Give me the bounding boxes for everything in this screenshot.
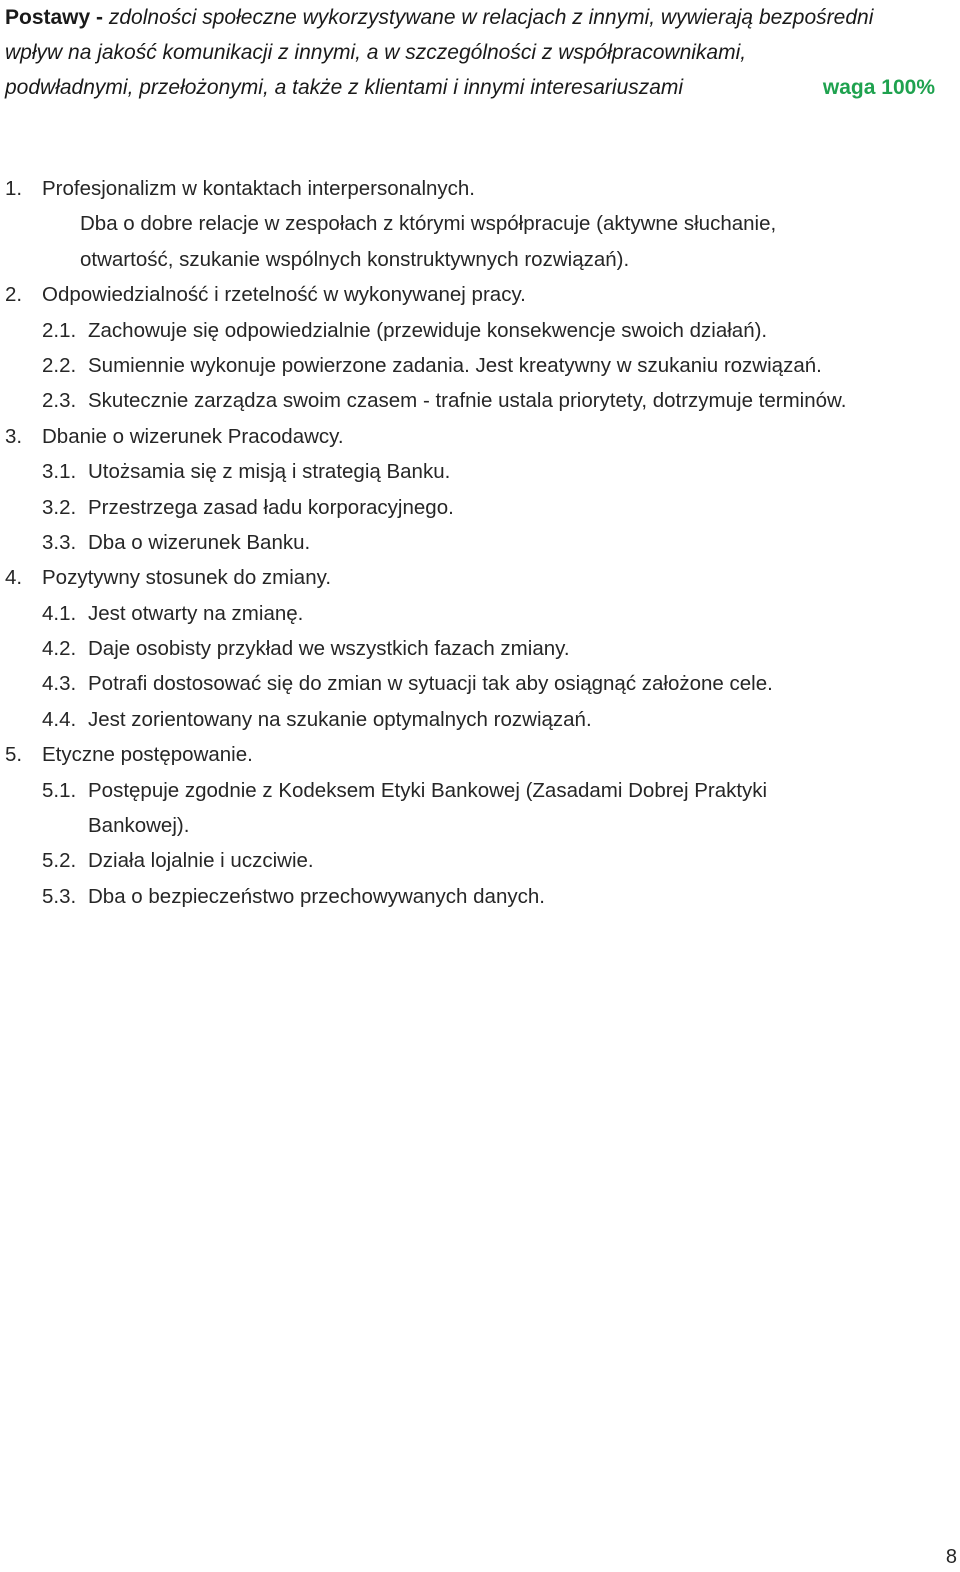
list-item xyxy=(0,631,960,666)
header-line-3: podwładnymi, przełożonymi, a także z klientami i innymi interesariuszami xyxy=(5,76,684,99)
list-item xyxy=(0,171,960,206)
item-text: Utożsamia się z misją i strategią Banku. xyxy=(88,460,451,484)
item-text: Bankowej). xyxy=(88,814,190,838)
item-text: Etyczne postępowanie. xyxy=(42,743,253,767)
item-number: 2.1. xyxy=(42,318,77,342)
list-item xyxy=(0,383,960,418)
item-number: 5.3. xyxy=(42,884,77,908)
item-number: 5. xyxy=(5,743,23,767)
section-header xyxy=(5,0,955,105)
list-item xyxy=(0,454,960,489)
header-line-2: wpływ na jakość komunikacji z innymi, a w szczególności z współpracownikami, xyxy=(5,41,747,64)
item-text: Odpowiedzialność i rzetelność w wykonywanej pracy. xyxy=(42,283,526,307)
list-item xyxy=(0,843,960,878)
list-item xyxy=(0,596,960,631)
item-number: 2. xyxy=(5,283,23,307)
list-item xyxy=(0,808,960,843)
item-text: Dbanie o wizerunek Pracodawcy. xyxy=(42,424,344,448)
item-text: Dba o dobre relacje w zespołach z którymi współpracuje (aktywne słuchanie, xyxy=(80,212,777,236)
list-item xyxy=(0,490,960,525)
list-item xyxy=(0,525,960,560)
item-text: otwartość, szukanie wspólnych konstruktywnych rozwiązań). xyxy=(80,247,630,271)
item-number: 4.4. xyxy=(42,707,77,731)
item-text: Dba o wizerunek Banku. xyxy=(88,530,311,554)
header-text-1: zdolności społeczne wykorzystywane w relacjach z innymi, wywierają bezpośredni xyxy=(103,6,874,29)
list-item xyxy=(0,560,960,595)
item-text: Przestrzega zasad ładu korporacyjnego. xyxy=(88,495,454,519)
list-item xyxy=(0,737,960,772)
item-number: 4.1. xyxy=(42,601,77,625)
item-text: Sumiennie wykonuje powierzone zadania. Jest kreatywny w szukaniu rozwiązań. xyxy=(88,353,822,377)
list-item xyxy=(0,702,960,737)
item-number: 5.1. xyxy=(42,778,77,802)
item-number: 5.2. xyxy=(42,849,77,873)
item-text: Skutecznie zarządza swoim czasem - trafnie ustala priorytety, dotrzymuje terminów. xyxy=(88,389,847,413)
list-item xyxy=(0,242,960,277)
item-number: 3.3. xyxy=(42,530,77,554)
item-number: 3.1. xyxy=(42,460,77,484)
header-lead: Postawy - xyxy=(5,6,104,29)
item-number: 4. xyxy=(5,566,23,590)
header-line-1 xyxy=(5,0,955,35)
list-item xyxy=(0,666,960,701)
item-text: Pozytywny stosunek do zmiany. xyxy=(42,566,332,590)
page-number: 8 xyxy=(945,1546,957,1568)
item-number: 4.2. xyxy=(42,637,77,661)
item-text: Postępuje zgodnie z Kodeksem Etyki Bankowej (Zasadami Dobrej Praktyki xyxy=(88,778,768,802)
item-text: Profesjonalizm w kontaktach interpersonalnych. xyxy=(42,177,475,200)
item-text: Zachowuje się odpowiedzialnie (przewiduje konsekwencje swoich działań). xyxy=(88,318,768,342)
item-text: Potrafi dostosować się do zmian w sytuacji tak aby osiągnąć założone cele. xyxy=(88,672,773,696)
item-number: 3. xyxy=(5,424,23,448)
item-text: Jest otwarty na zmianę. xyxy=(88,601,304,625)
item-number: 2.2. xyxy=(42,353,77,377)
list-item xyxy=(0,348,960,383)
list-item xyxy=(0,419,960,454)
list-item xyxy=(0,879,960,914)
list-item xyxy=(0,277,960,312)
item-number: 3.2. xyxy=(42,495,77,519)
item-number: 4.3. xyxy=(42,672,77,696)
item-text: Dba o bezpieczeństwo przechowywanych danych. xyxy=(88,884,545,908)
item-number: 2.3. xyxy=(42,389,77,413)
item-text: Działa lojalnie i uczciwie. xyxy=(88,849,314,873)
competency-list xyxy=(0,171,960,914)
item-text: Jest zorientowany na szukanie optymalnych rozwiązań. xyxy=(88,707,592,731)
list-item xyxy=(0,206,960,241)
weight-label: waga 100% xyxy=(822,76,935,99)
list-item xyxy=(0,773,960,808)
list-item xyxy=(0,313,960,348)
item-number: 1. xyxy=(5,177,23,200)
item-text: Daje osobisty przykład we wszystkich fazach zmiany. xyxy=(88,637,570,661)
